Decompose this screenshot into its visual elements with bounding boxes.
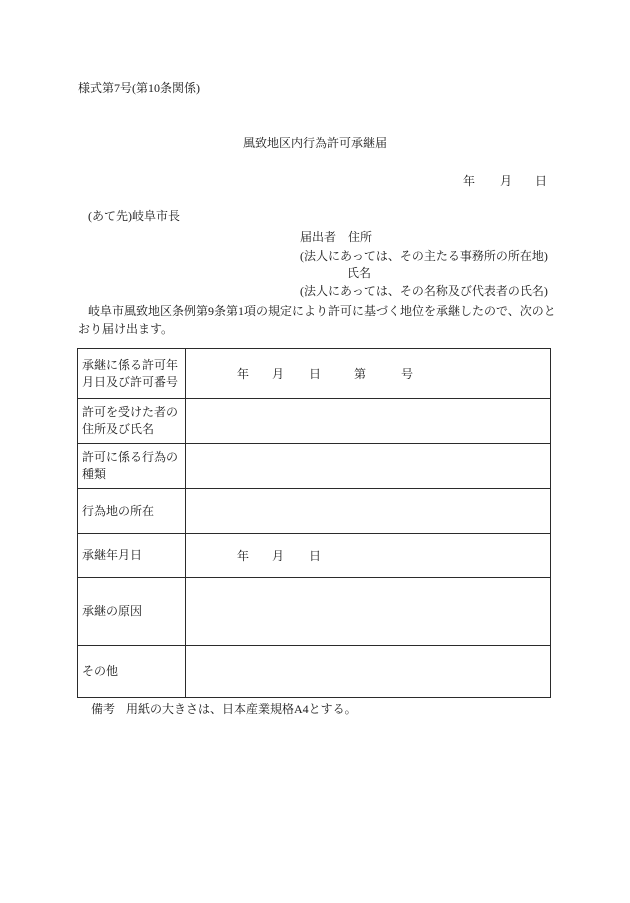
succession-month-label: 月 xyxy=(272,548,285,563)
table-row-permit-date-number xyxy=(78,349,550,399)
row-label-line: 月日及び許可番号 xyxy=(82,374,179,389)
permit-number-prefix: 第 xyxy=(354,366,367,381)
statement-line: おり届け出ます。 xyxy=(78,322,174,336)
permit-day-label: 日 xyxy=(309,366,322,381)
applicant-address-label: 住所 xyxy=(348,230,373,244)
row-label-line: 許可を受けた者の xyxy=(82,405,179,419)
row-label-permit-holder xyxy=(78,399,186,443)
value-cell-permit-date-number xyxy=(186,349,550,398)
succession-day-label: 日 xyxy=(309,548,322,563)
value-cell-permit-holder xyxy=(186,399,550,443)
value-cell-succession-date xyxy=(186,534,550,577)
table-row-permit-holder xyxy=(78,399,550,444)
applicant-heading: 届出者 xyxy=(300,230,337,244)
submission-date-year-label: 年 xyxy=(463,174,476,188)
row-label-other xyxy=(78,646,186,697)
permit-month-label: 月 xyxy=(272,366,285,381)
submission-date-month-label: 月 xyxy=(500,174,513,188)
remarks-label: 備考 xyxy=(91,702,116,716)
succession-year-label: 年 xyxy=(237,548,250,563)
applicant-name-note: (法人にあっては、その名称及び代表者の氏名) xyxy=(300,284,548,298)
row-label-line: 住所及び氏名 xyxy=(82,422,155,436)
permit-year-label: 年 xyxy=(237,366,250,381)
table-row-succession-reason xyxy=(78,578,550,646)
applicant-name-label: 氏名 xyxy=(347,266,372,280)
addressee: (あて先)岐阜市長 xyxy=(88,209,180,223)
applicant-address-note: (法人にあっては、その主たる事務所の所在地) xyxy=(300,249,548,263)
row-label-permit-date-number xyxy=(78,349,186,398)
table-row-other xyxy=(78,646,550,697)
form-number: 様式第7号(第10条関係) xyxy=(78,81,200,95)
row-label-succession-reason xyxy=(78,578,186,645)
row-label-line: 種類 xyxy=(82,467,107,481)
table-row-succession-date xyxy=(78,534,550,578)
table-row-activity-location xyxy=(78,489,550,534)
document-title: 風致地区内行為許可承継届 xyxy=(242,136,387,150)
value-cell-other xyxy=(186,646,550,697)
row-label-activity-location xyxy=(78,489,186,533)
succession-form-table xyxy=(77,348,551,698)
value-cell-activity-type xyxy=(186,444,550,488)
permit-number-suffix: 号 xyxy=(401,366,414,381)
row-label-line: 承継に係る許可年 xyxy=(82,357,179,372)
value-cell-succession-reason xyxy=(186,578,550,645)
row-label-line: 承継の原因 xyxy=(82,604,143,618)
row-label-succession-date xyxy=(78,534,186,577)
row-label-activity-type xyxy=(78,444,186,488)
value-cell-activity-location xyxy=(186,489,550,533)
table-row-activity-type xyxy=(78,444,550,489)
row-label-line: 承継年月日 xyxy=(82,548,143,562)
row-label-line: その他 xyxy=(82,664,119,678)
statement-line: 岐阜市風致地区条例第9条第1項の規定により許可に基づく地位を承継したので、次のと xyxy=(88,304,556,318)
row-label-line: 許可に係る行為の xyxy=(82,450,179,464)
submission-date-day-label: 日 xyxy=(535,174,548,188)
remarks-text: 用紙の大きさは、日本産業規格A4とする。 xyxy=(126,702,357,716)
row-label-line: 行為地の所在 xyxy=(82,503,155,518)
